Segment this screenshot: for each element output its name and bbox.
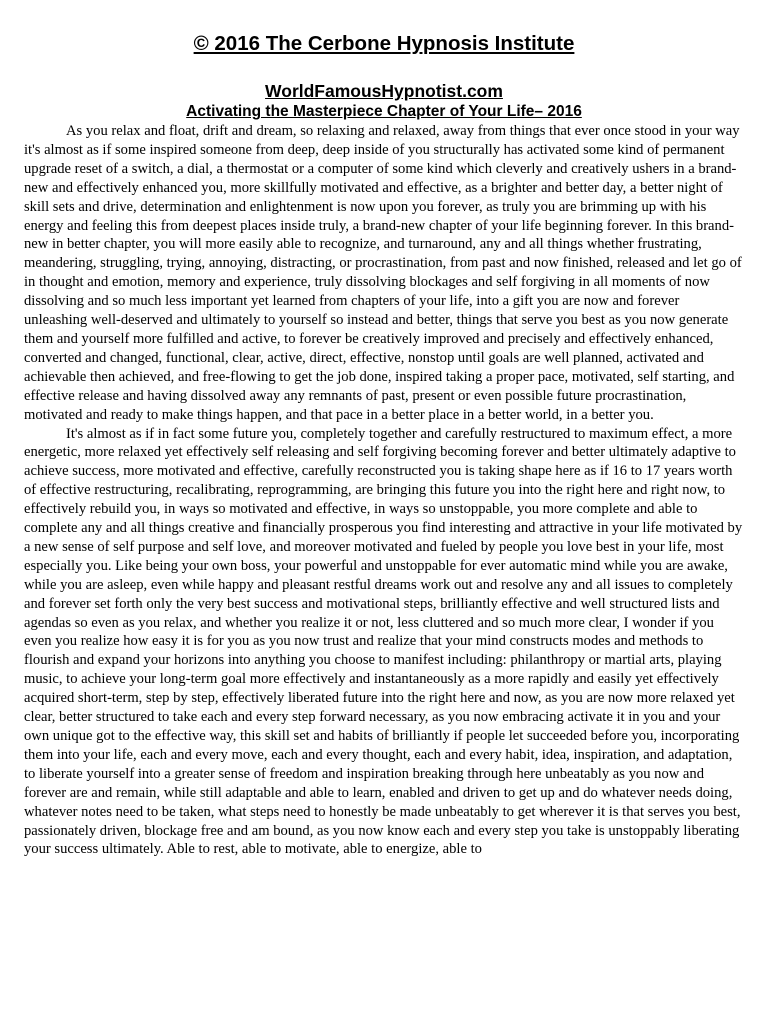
document-title: Activating the Masterpiece Chapter of Your Life– 2016 xyxy=(186,103,582,120)
document-page xyxy=(24,30,744,859)
website-heading: WorldFamousHypnotist.com xyxy=(265,81,503,101)
body-paragraph-2: It's almost as if in fact some future you, completely together and carefully restructured to maximum effect, a more energetic, more relaxed yet effectively self releasing and self forgiving becoming forever and better ultimately adaptive to achieve success, more motivated and effective, carefully reconstructed you is taking shape here as if 16 to 17 years worth of effective restructuring, recalibrating, reprogramming, are bringing this future you into the right here and right now, to effectively rebuild you, in ways so motivated and effective, in ways so unstoppable, you more complete and able to complete any and all things creative and financially prosperous you find interesting and attractive in your life motivated by a new sense of self purpose and self love, and moreover motivated and fueled by people you love best in your life, most especially you. Like being your own boss, your powerful and unstoppable for ever automatic mind while you are awake, while you are asleep, even while happy and pleasant restful dreams work out and resolve any and all issues to completely and forever set forth only the very best success and motivational steps, brilliantly effective and well structured lists and agendas so even as you relax, and whether you realize it or not, less cluttered and so much more clear, I wonder if you even you realize how easy it is for you as you now trust and realize that your mind constructs modes and methods to flourish and expand your horizons into anything you choose to manifest including: philanthropy or martial arts, playing music, to achieve your long-term goal more effectively and instantaneously as a more rapidly and easily yet effectively acquired short-term, step by step, effectively liberated future into the right here and now, as you are now more relaxed yet clear, better structured to take each and every step forward necessary, as you now embracing activate it in you and your own unique got to the effective way, this skill set and habits of brilliantly if people let succeeded before you, incorporating them into your life, each and every move, each and every thought, each and every habit, idea, inspiration, and adaptation, to liberate yourself into a greater sense of freedom and inspiration breaking through here unbeatably as you now and forever are and remain, while still adaptable and able to learn, enabled and driven to get up and do whatever needs doing, whatever notes need to be taken, what steps need to honestly be made unbeatably to get wherever it is that serves you best, passionately driven, blockage free and am bound, as you now know each and every step you take is unstoppably liberating your success ultimately. Able to rest, able to motivate, able to energize, able to xyxy=(24,425,743,858)
body-paragraph-1: As you relax and float, drift and dream, so relaxing and relaxed, away from things that ever once stood in your way it's almost as if some inspired someone from deep, deep inside of you structurally has activated some kind of permanent upgrade reset of a switch, a dial, a thermostat or a computer of some kind which cleverly and creatively ushers in a brand-new and effectively enhanced you, more skillfully motivated and effective, as a brighter and better day, a better night of skill sets and drive, determination and enlightenment is now upon you forever, as truly you are brimming up with his energy and feeling this from deepest places inside truly, a brand-new chapter of your life beginning forever. In this brand-new in better chapter, you will more easily able to recognize, and turnaround, any and all things whether frustrating, meandering, struggling, trying, annoying, distracting, or procrastination, from past and now finished, released and let go of in thought and emotion, memory and experience, truly dissolving blockages and self forgiving in all moments of now dissolving and so much less important yet learned from chapters of your life, into a gift you are now and forever unleashing well-deserved and ultimately to yourself so instead and better, things that serve you best as you now generate them and yourself more fulfilled and active, to forever be creatively improved and precisely and effectively enhanced, converted and changed, functional, clear, active, direct, effective, nonstop until goals are well planned, activated and achievable then achieved, and free-flowing to get the job done, inspired taking a proper pace, motivated, self starting, and effective release and having dissolved away any remnants of past, present or even possible future procrastination, motivated and ready to make things happen, and that pace in a better place in a better world, in a better you. xyxy=(24,123,742,423)
copyright-heading: © 2016 The Cerbone Hypnosis Institute xyxy=(193,32,575,55)
